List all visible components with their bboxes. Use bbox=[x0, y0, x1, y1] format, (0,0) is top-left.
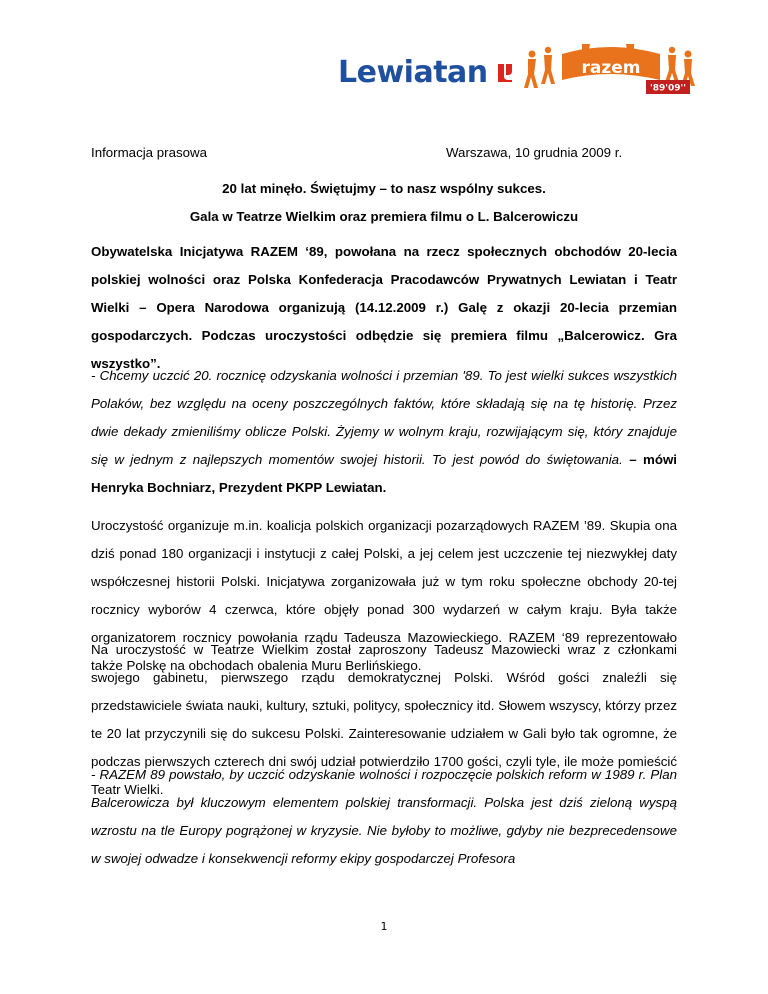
lewiatan-logo bbox=[338, 54, 516, 92]
quote-paragraph-2: - RAZEM 89 powstało, by uczcić odzyskanie wolności i rozpoczęcie polskich reform w 1989 r. Plan Balcerowicza był kluczowym elementem polskiej transformacji. Polska jest dziś zieloną wyspą wzrostu na tle Europy pogrążonej w kryzysie. Nie byłoby to możliwe, gdyby nie bezprecedensowe w swojej odwadze i konsekwencji reformy ekipy gospodarczej Profesora bbox=[91, 767, 677, 866]
headline: 20 lat minęło. Świętujmy – to nasz wspólny sukces. bbox=[222, 181, 546, 196]
paragraph-2: Uroczystość organizuje m.in. koalicja polskich organizacji pozarządowych RAZEM ’89. Skupia ona dziś ponad 180 organizacji i instytucji z całej Polski, a jej celem jest uczczenie tej niezwykłej daty współczesnej historii Polski. Inicjatywa zorganizowała już w tym roku społeczne obchody 20-tej rocznicy wyborów 4 czerwca, które objęły ponad 300 wydarzeń w całym kraju. Była także organizatorem rocznicy powołania rządu Tadeusza Mazowieckiego. RAZEM ‘89 reprezentowało także Polskę na obchodach obalenia Muru Berlińskiego. bbox=[91, 518, 677, 673]
quote-paragraph-1 bbox=[91, 362, 677, 502]
place-date: Warszawa, 10 grudnia 2009 r. bbox=[446, 145, 623, 160]
quote-1-attribution: – mówi Henryka Bochniarz, Prezydent PKPP Lewiatan. bbox=[91, 452, 677, 495]
razem-logo-text: razem bbox=[581, 58, 641, 78]
subheadline: Gala w Teatrze Wielkim oraz premiera filmu o L. Balcerowiczu bbox=[189, 209, 579, 224]
razem-logo-years: '89'09'' bbox=[649, 83, 687, 94]
razem-89-logo bbox=[522, 42, 700, 96]
paragraph-3: Na uroczystość w Teatrze Wielkim został zaproszony Tadeusz Mazowiecki wraz z członkami swojego gabinetu, pierwszego rządu demokratycznej Polski. Wśród gości znaleźli się przedstawiciele świata nauki, kultury, sztuki, politycy, społecznicy itd. Słowem wszyscy, którzy przez te 20 lat przyczynili się do sukcesu Polski. Zainteresowanie udziałem w Gali było tak ogromne, że podczas pierwszych czterech dni swój udział potwierdziło 1700 gości, czyli tyle, ile może pomieścić Teatr Wielki. bbox=[91, 642, 677, 797]
lewiatan-mark-icon bbox=[494, 62, 516, 84]
lead-paragraph: Obywatelska Inicjatywa RAZEM ‘89, powołana na rzecz społecznych obchodów 20-lecia polskiej wolności oraz Polska Konfederacja Pracodawców Prywatnych Lewiatan i Teatr Wielki – Opera Narodowa organizują (14.12.2009 r.) Galę z okazji 20-lecia przemian gospodarczych. Podczas uroczystości odbędzie się premiera filmu „Balcerowicz. Gra wszystko”. bbox=[91, 244, 677, 371]
page-number: 1 bbox=[380, 920, 388, 933]
document-type: Informacja prasowa bbox=[91, 145, 208, 160]
quote-1-text: - Chcemy uczcić 20. rocznicę odzyskania wolności i przemian '89. To jest wielki sukces wszystkich Polaków, bez względu na oceny poszczególnych faktów, które składają się na tę historię. Przez dwie dekady zmieniliśmy oblicze Polski. Żyjemy w wolnym kraju, rozwijającym się, który znajduje się w jednym z najlepszych momentów swojej historii. To jest powód do świętowania. bbox=[91, 368, 677, 467]
lewiatan-wordmark: Lewiatan bbox=[338, 55, 488, 90]
